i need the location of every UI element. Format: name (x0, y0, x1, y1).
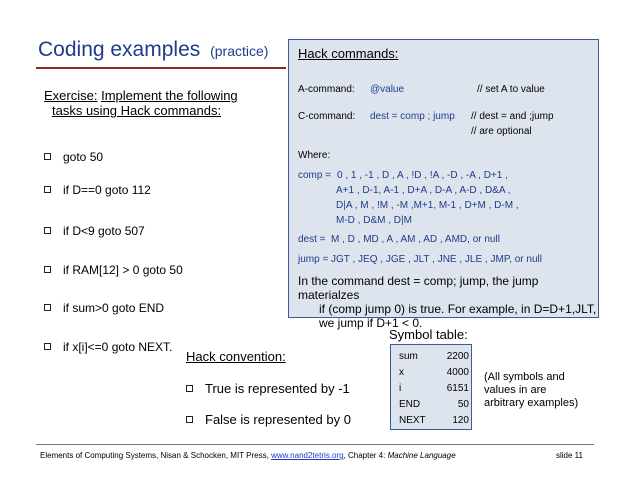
convention-item (186, 381, 350, 396)
checkbox-bullet-icon (44, 343, 51, 350)
comp-values-line3: D|A , M , !M , -M ,M+1, M-1 , D+M , D-M , (336, 200, 519, 211)
exercise-prefix: Exercise: (44, 88, 98, 103)
title-sub: (practice) (210, 43, 269, 59)
footer-chapter: , Chapter 4: (343, 451, 386, 460)
footer-chapter-title: Machine Language (387, 451, 456, 460)
task-text: if D==0 goto 112 (63, 183, 151, 197)
convention-item (186, 412, 351, 427)
page-title (38, 38, 268, 62)
exercise-line1: Implement the following (101, 88, 238, 103)
task-item (44, 340, 172, 354)
comp-prefix: comp = (298, 170, 332, 181)
where-label: Where: (298, 150, 331, 161)
symbol-name: END (399, 399, 421, 410)
c-command-comment2: // are optional (471, 126, 532, 137)
symbol-row (399, 383, 469, 394)
jump-explanation (298, 274, 598, 330)
a-command-label: A-command: (298, 84, 355, 95)
jump-explanation-line3: we jump if D+1 < 0. (319, 316, 423, 330)
symbol-row (399, 399, 469, 410)
task-text: if sum>0 goto END (63, 301, 165, 315)
task-item (44, 224, 145, 238)
footer (40, 451, 456, 460)
checkbox-bullet-icon (44, 266, 51, 273)
a-command-comment: // set A to value (477, 84, 545, 95)
hack-commands-box (288, 39, 599, 330)
exercise-heading (44, 88, 284, 118)
symbol-row (399, 367, 469, 378)
jump-values: JGT , JEQ , JGE , JLT , JNE , JLE , JMP, or null (331, 254, 542, 265)
symbol-value: 50 (457, 399, 469, 410)
symbol-name: x (399, 367, 404, 378)
convention-text: True is represented by -1 (205, 381, 350, 396)
checkbox-bullet-icon (44, 153, 51, 160)
symbol-value: 2200 (446, 351, 469, 362)
symbol-table-title: Symbol table: (389, 327, 468, 342)
note-line1: (All symbols and (484, 371, 565, 383)
dest-prefix: dest = (298, 234, 326, 245)
hack-convention-title: Hack convention: (186, 349, 286, 364)
footer-link[interactable]: www.nand2tetris.org (271, 451, 344, 460)
slide-number: slide 11 (556, 451, 583, 460)
symbol-row (399, 351, 469, 362)
task-text: goto 50 (63, 150, 104, 164)
c-command-syntax: dest = comp ; jump (370, 111, 455, 122)
checkbox-bullet-icon (186, 416, 193, 423)
dest-values: M , D , MD , A , AM , AD , AMD, or null (331, 234, 500, 245)
symbol-row (399, 415, 469, 426)
arbitrary-note (484, 371, 578, 410)
jump-explanation-line2: if (comp jump 0) is true. For example, in D=D+1,JLT, (319, 302, 597, 316)
checkbox-bullet-icon (44, 186, 51, 193)
title-main: Coding examples (38, 38, 201, 61)
symbol-name: NEXT (399, 415, 426, 426)
checkbox-bullet-icon (44, 304, 51, 311)
c-command-comment1: // dest = and ;jump (471, 111, 554, 122)
comp-values-line2: A+1 , D-1, A-1 , D+A , D-A , A-D , D&A , (336, 185, 511, 196)
symbol-value: 4000 (446, 367, 469, 378)
title-underline (36, 67, 286, 69)
task-item (44, 263, 183, 277)
jump-explanation-line1: In the command dest = comp; jump, the jump materialzes (298, 274, 539, 302)
task-text: if x[i]<=0 goto NEXT. (63, 340, 173, 354)
task-text: if D<9 goto 507 (63, 224, 145, 238)
a-command-syntax: @value (370, 84, 405, 95)
checkbox-bullet-icon (44, 227, 51, 234)
checkbox-bullet-icon (186, 385, 193, 392)
comp-values-line1: 0 , 1 , -1 , D , A , !D , !A , -D , -A , D+1 , (337, 170, 508, 181)
exercise-line2: tasks using Hack commands: (52, 103, 222, 118)
jump-prefix: jump = (298, 254, 329, 265)
note-line3: arbitrary examples) (484, 397, 579, 409)
symbol-value: 6151 (446, 383, 469, 394)
c-command-label: C-command: (298, 111, 356, 122)
note-line2: values in are (484, 384, 547, 396)
symbol-value: 120 (452, 415, 469, 426)
task-item (44, 183, 151, 197)
hack-commands-title: Hack commands: (298, 46, 399, 61)
convention-text: False is represented by 0 (205, 412, 351, 427)
footer-citation: Elements of Computing Systems, Nisan & Schocken, MIT Press, (40, 451, 269, 460)
footer-divider (36, 444, 594, 445)
comp-values-line4: M-D , D&M , D|M (336, 215, 412, 226)
symbol-name: sum (399, 351, 418, 362)
symbol-table (390, 344, 472, 430)
task-text: if RAM[12] > 0 goto 50 (63, 263, 183, 277)
task-item (44, 301, 164, 315)
symbol-name: i (399, 383, 402, 394)
task-item (44, 150, 103, 164)
